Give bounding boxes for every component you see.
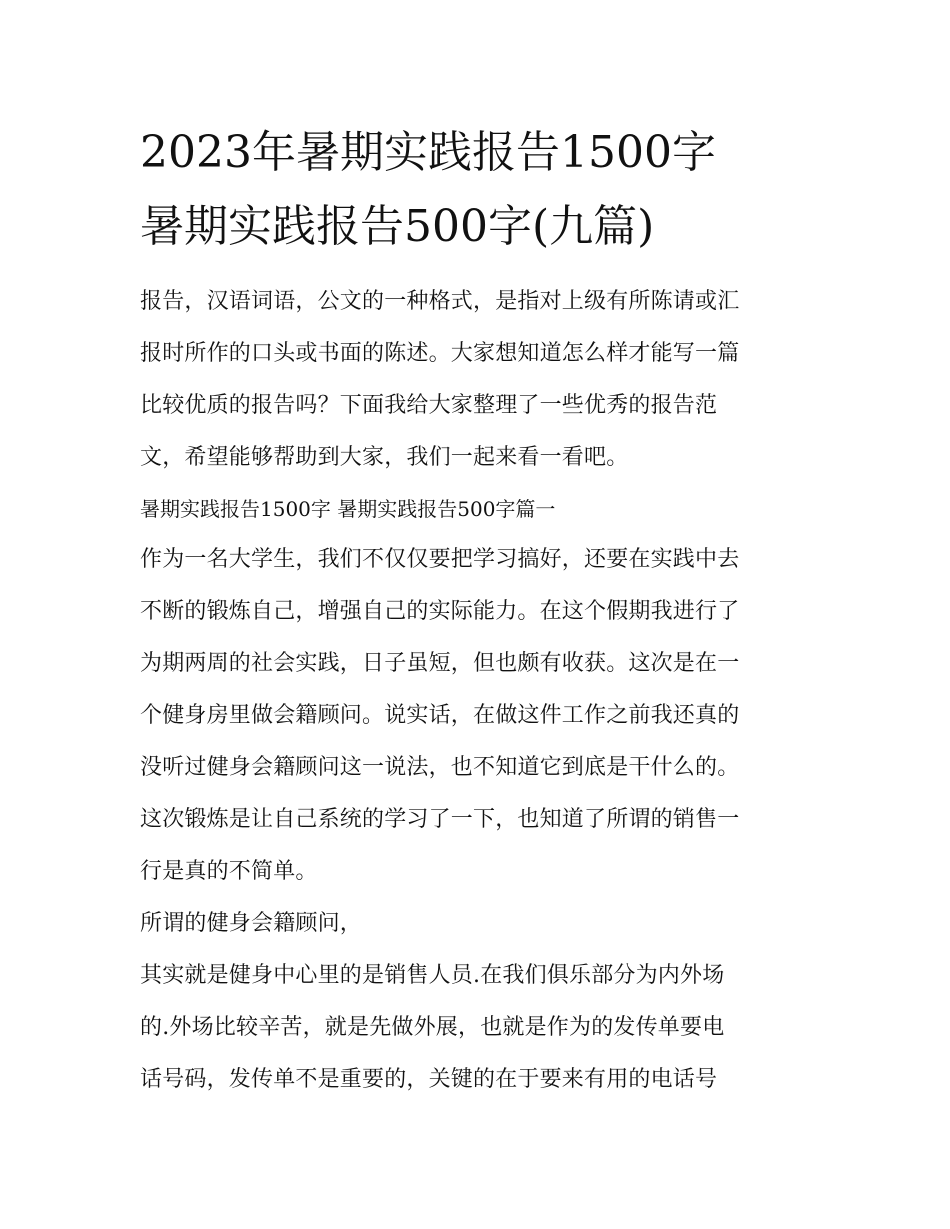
para3-line-1: 其实就是健身中心里的是销售人员.在我们俱乐部分为内外场 [140,963,725,988]
document-title [140,116,830,264]
intro-line-4: 文，希望能够帮助到大家，我们一起来看一看吧。 [140,445,629,470]
intro-line-3: 比较优质的报告吗？下面我给大家整理了一些优秀的报告范 [140,393,718,418]
paragraph-1 [140,534,820,898]
paragraph-2 [140,898,820,950]
intro-line-2: 报时所作的口头或书面的陈述。大家想知道怎么样才能写一篇 [140,341,740,366]
paragraph-3 [140,950,820,1106]
intro-paragraph [140,276,820,484]
intro-line-1: 报告，汉语词语，公文的一种格式，是指对上级有所陈请或汇 [140,289,740,314]
para1-line-6: 这次锻炼是让自己系统的学习了一下，也知道了所谓的销售一 [140,807,740,832]
para2-line-1: 所谓的健身会籍顾问， [140,911,363,936]
para3-line-2: 的.外场比较辛苦，就是先做外展，也就是作为的发传单要电 [140,1015,725,1040]
para1-line-1: 作为一名大学生，我们不仅仅要把学习搞好，还要在实践中去 [140,547,740,572]
document-body [140,276,820,1106]
para3-line-3: 话号码，发传单不是重要的，关键的在于要来有用的电话号 [140,1067,718,1092]
para1-line-5: 没听过健身会籍顾问这一说法，也不知道它到底是干什么的。 [140,755,740,780]
para1-line-7: 行是真的不简单。 [140,859,318,884]
para1-line-4: 个健身房里做会籍顾问。说实话，在做这件工作之前我还真的 [140,703,740,728]
title-line-1: 2023年暑期实践报告1500字 [140,127,716,178]
section-heading: 暑期实践报告1500字 暑期实践报告500字篇一 [140,497,556,521]
title-line-2: 暑期实践报告500字(九篇) [140,201,655,252]
para1-line-2: 不断的锻炼自己，增强自己的实际能力。在这个假期我进行了 [140,599,740,624]
para1-line-3: 为期两周的社会实践，日子虽短，但也颇有收获。这次是在一 [140,651,740,676]
